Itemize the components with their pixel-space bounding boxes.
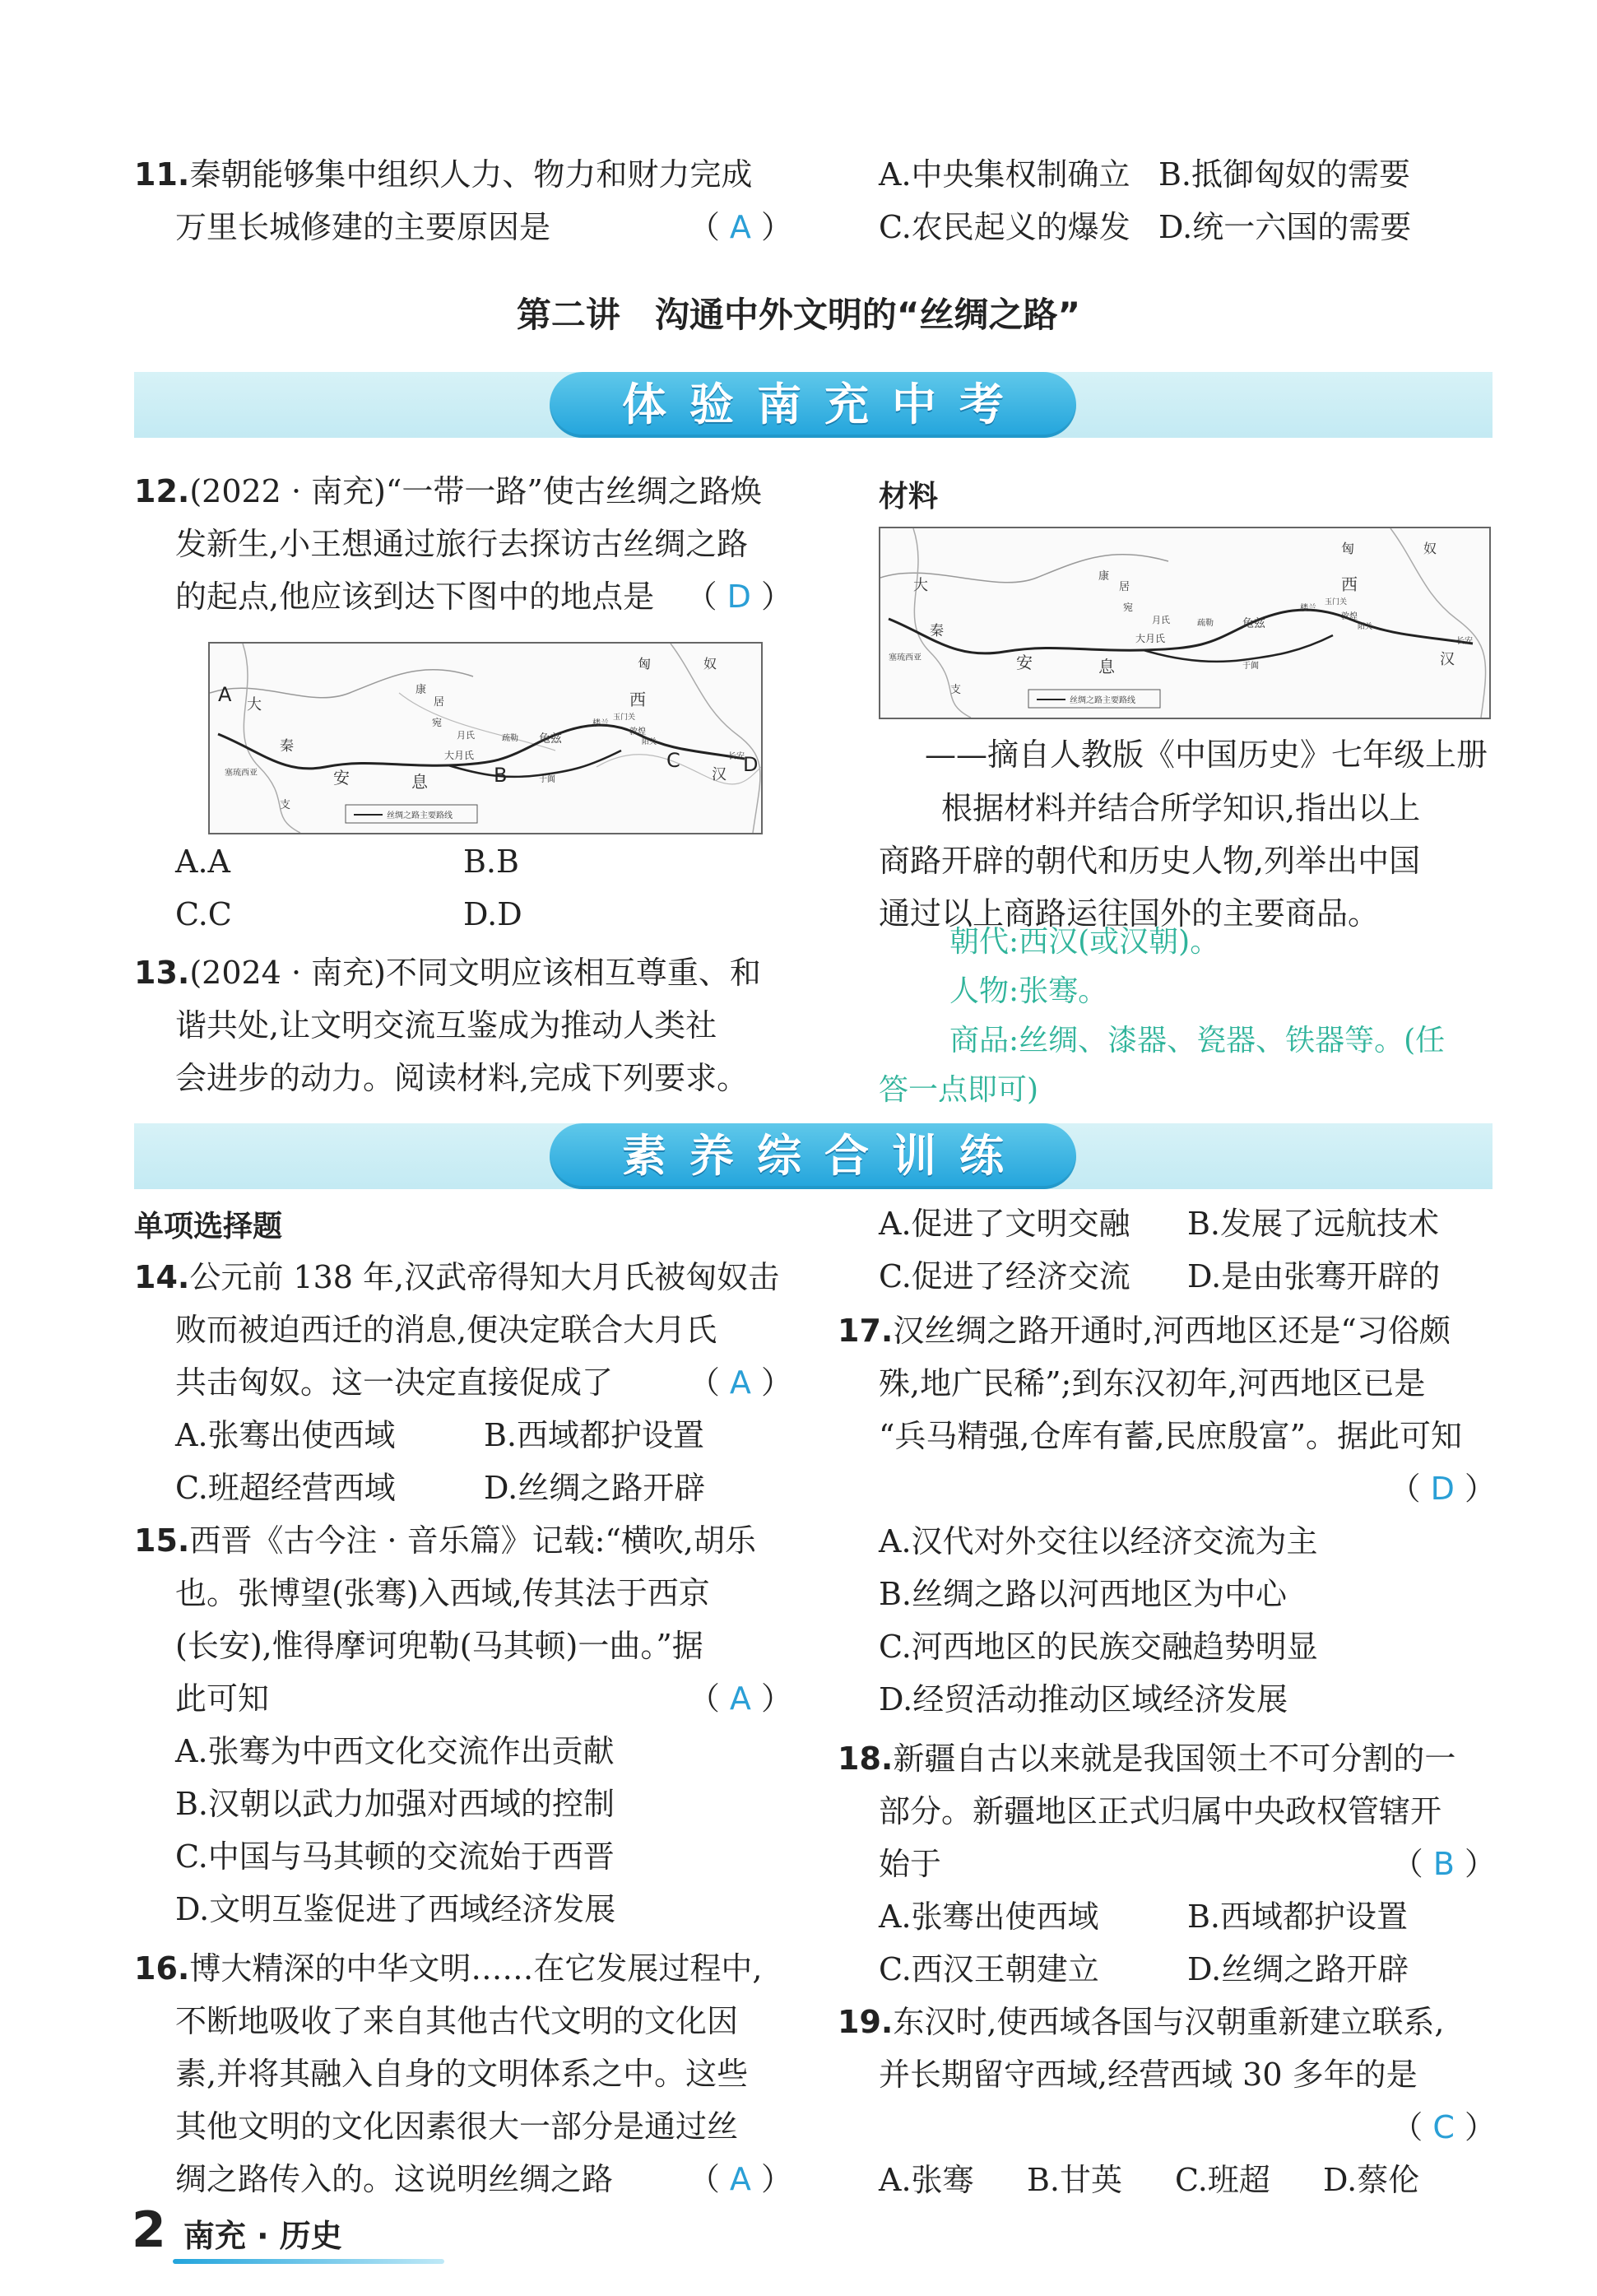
question-18 bbox=[838, 1732, 1496, 1996]
question-12-options bbox=[175, 835, 751, 941]
question-16-options bbox=[879, 1197, 1488, 1303]
question-text-line: 谐共处,让文明交流互鉴成为推动人类社 bbox=[175, 1007, 717, 1043]
question-number: 15. bbox=[134, 1522, 190, 1559]
map-label: 塞琉西亚 bbox=[225, 769, 258, 778]
map-label: 长安 bbox=[728, 752, 745, 761]
map-label: 宛 bbox=[432, 717, 443, 728]
question-13-prompt bbox=[879, 782, 1488, 940]
question-13 bbox=[134, 946, 792, 1104]
map-label: 息 bbox=[411, 772, 428, 792]
question-15 bbox=[134, 1514, 792, 1936]
map-label: 安 bbox=[333, 768, 350, 788]
map-label: 月氏 bbox=[1152, 615, 1170, 625]
answer-line: 朝代:西汉(或汉朝)。 bbox=[949, 925, 1220, 959]
map-label: 宛 bbox=[1123, 602, 1134, 613]
answer-mark: A bbox=[729, 1364, 751, 1401]
question-text-line: 其他文明的文化因素很大一部分是通过丝 bbox=[175, 2108, 739, 2145]
question-11 bbox=[134, 148, 792, 253]
question-text-line: (2024 · 南充)不同文明应该相互尊重、和 bbox=[189, 955, 761, 991]
question-text-line: 的起点,他应该到达下图中的地点是 bbox=[175, 579, 655, 615]
question-text-line: 始于 bbox=[879, 1846, 942, 1882]
map-label: 敦煌 bbox=[1341, 612, 1358, 621]
map-label: 于阗 bbox=[539, 775, 555, 784]
question-text-line: 败而被迫西迁的消息,便决定联合大月氏 bbox=[175, 1312, 717, 1348]
map-label: 塞琉西亚 bbox=[889, 653, 922, 662]
answer-bracket: （ D ） bbox=[1389, 1471, 1496, 1507]
question-text-line: 发新生,小王想通过旅行去探访古丝绸之路 bbox=[175, 526, 749, 562]
option-d: D.丝绸之路开辟 bbox=[484, 1470, 706, 1506]
option-c: C.促进了经济交流 bbox=[879, 1258, 1130, 1294]
question-text-line: 汉丝绸之路开通时,河西地区还是“习俗颇 bbox=[893, 1313, 1451, 1349]
option-a: A.汉代对外交往以经济交流为主 bbox=[879, 1523, 1318, 1559]
question-number: 11. bbox=[134, 156, 190, 193]
map-label: 玉门关 bbox=[1325, 598, 1348, 607]
option-d: D.统一六国的需要 bbox=[1158, 209, 1412, 245]
prompt-line: 根据材料并结合所学知识,指出以上 bbox=[941, 790, 1421, 826]
question-number: 13. bbox=[134, 955, 190, 991]
question-text-line: “兵马精强,仓库有蓄,民庶殷富”。据此可知 bbox=[879, 1418, 1463, 1454]
section-title: 第二讲 沟通中外文明的“丝绸之路” bbox=[516, 295, 1081, 335]
answer-bracket: （ A ） bbox=[688, 2161, 792, 2197]
map-label: 龟兹 bbox=[539, 732, 562, 746]
silk-road-map-q13 bbox=[879, 527, 1491, 719]
question-text-line: 共击匈奴。这一决定直接促成了 bbox=[175, 1364, 614, 1401]
footer-underline bbox=[173, 2259, 444, 2264]
answer-mark: A bbox=[729, 2161, 751, 2197]
silk-road-map-q12 bbox=[208, 642, 763, 834]
question-text-line: 博大精深的中华文明……在它发展过程中, bbox=[189, 1950, 763, 1987]
map-label: 楼兰 bbox=[1300, 604, 1316, 613]
map-label: 大月氏 bbox=[444, 750, 475, 761]
option-b: B.西域都护设置 bbox=[1187, 1899, 1409, 1935]
map-label: 奴 bbox=[1423, 541, 1437, 556]
question-text-line: 并长期留守西域,经营西域 30 多年的是 bbox=[879, 2057, 1418, 2093]
map-label: 秦 bbox=[280, 738, 294, 755]
question-text-line: (2022 · 南充)“一带一路”使古丝绸之路焕 bbox=[189, 473, 762, 509]
answer-bracket: （ C ） bbox=[1391, 2109, 1496, 2145]
map-drawing bbox=[210, 644, 761, 833]
option-d: D.经贸活动推动区域经济发展 bbox=[879, 1681, 1288, 1717]
map-label: 居 bbox=[1119, 581, 1130, 593]
map-label: 西 bbox=[1341, 574, 1358, 594]
option-a: A.A bbox=[175, 844, 230, 880]
map-label: 阳关 bbox=[642, 738, 657, 746]
map-label: 疏勒 bbox=[502, 734, 518, 743]
question-text-line: 绸之路传入的。这说明丝绸之路 bbox=[175, 2161, 614, 2197]
map-label: 楼兰 bbox=[592, 719, 609, 728]
option-b: B.西域都护设置 bbox=[484, 1417, 705, 1453]
option-a: A.张骞出使西域 bbox=[879, 1899, 1099, 1935]
question-number: 18. bbox=[838, 1741, 894, 1777]
question-number: 17. bbox=[838, 1313, 894, 1349]
option-a: A.促进了文明交融 bbox=[879, 1206, 1130, 1242]
point-d: D bbox=[743, 753, 759, 776]
answer-mark: D bbox=[1430, 1471, 1455, 1507]
banner-title: 体验南充中考 bbox=[550, 372, 1076, 438]
option-b: B.甘英 bbox=[1027, 2162, 1123, 2198]
question-number: 12. bbox=[134, 473, 190, 509]
map-legend: 丝绸之路主要路线 bbox=[387, 811, 453, 820]
prompt-line: 通过以上商路运往国外的主要商品。 bbox=[879, 895, 1380, 932]
option-a: A.张骞出使西域 bbox=[175, 1417, 396, 1453]
question-text-line: 新疆自古以来就是我国领土不可分割的一 bbox=[893, 1741, 1456, 1777]
map-label: 西 bbox=[629, 690, 646, 709]
question-number: 14. bbox=[134, 1259, 190, 1295]
prompt-line: 商路开辟的朝代和历史人物,列举出中国 bbox=[879, 843, 1421, 879]
option-a: A.中央集权制确立 bbox=[879, 156, 1130, 193]
option-c: C.班超 bbox=[1175, 2162, 1270, 2198]
map-drawing bbox=[880, 528, 1489, 718]
answer-bracket: （ A ） bbox=[688, 209, 792, 245]
answer-mark: A bbox=[729, 209, 751, 245]
question-text-line: 部分。新疆地区正式归属中央政权管辖开 bbox=[879, 1793, 1442, 1829]
map-label: 居 bbox=[434, 696, 445, 709]
point-b: B bbox=[494, 764, 508, 787]
option-c: C.C bbox=[175, 896, 232, 932]
option-c: C.农民起义的爆发 bbox=[879, 209, 1130, 245]
option-c: C.班超经营西域 bbox=[175, 1470, 396, 1506]
map-label: 玉门关 bbox=[613, 713, 636, 722]
question-text-line: 此可知 bbox=[175, 1680, 270, 1717]
map-legend: 丝绸之路主要路线 bbox=[1070, 696, 1135, 705]
option-c: C.中国与马其顿的交流始于西晋 bbox=[175, 1838, 615, 1875]
map-label: 匈 bbox=[638, 656, 652, 672]
question-text-line: 万里长城修建的主要原因是 bbox=[175, 209, 551, 245]
answer-line: 答一点即可) bbox=[879, 1073, 1039, 1107]
question-text-line: 东汉时,使西域各国与汉朝重新建立联系, bbox=[893, 2004, 1445, 2040]
answer-mark: D bbox=[727, 579, 751, 615]
map-label: 汉 bbox=[1440, 651, 1455, 668]
map-label: 秦 bbox=[930, 623, 944, 639]
map-label: 匈 bbox=[1341, 541, 1355, 556]
banner-exam bbox=[134, 372, 1493, 438]
point-c: C bbox=[666, 749, 680, 772]
map-label: 息 bbox=[1098, 657, 1115, 676]
option-d: D.D bbox=[463, 896, 522, 932]
answer-mark: A bbox=[729, 1680, 751, 1717]
banner-training bbox=[134, 1123, 1493, 1189]
map-label: 康 bbox=[1098, 570, 1110, 583]
option-b: B.汉朝以武力加强对西域的控制 bbox=[175, 1786, 615, 1822]
single-choice-label: 单项选择题 bbox=[134, 1210, 283, 1243]
question-text-line: 会进步的动力。阅读材料,完成下列要求。 bbox=[175, 1060, 749, 1096]
question-text-line: 秦朝能够集中组织人力、物力和财力完成 bbox=[189, 156, 753, 193]
answer-mark: B bbox=[1432, 1846, 1455, 1882]
point-a: A bbox=[218, 683, 232, 706]
map-label: 大月氏 bbox=[1135, 633, 1166, 644]
question-14 bbox=[134, 1251, 792, 1514]
question-16 bbox=[134, 1942, 792, 2205]
question-13-answer bbox=[879, 918, 1488, 1115]
answer-bracket: （ A ） bbox=[688, 1364, 792, 1401]
map-label: 月氏 bbox=[457, 730, 475, 741]
question-text-line: 公元前 138 年,汉武帝得知大月氏被匈奴击 bbox=[189, 1259, 780, 1295]
option-c: C.西汉王朝建立 bbox=[879, 1951, 1099, 1987]
question-12 bbox=[134, 465, 792, 623]
option-b: B.丝绸之路以河西地区为中心 bbox=[879, 1576, 1288, 1612]
map-label: 支 bbox=[950, 684, 962, 696]
question-text-line: 殊,地广民稀”;到东汉初年,河西地区已是 bbox=[879, 1365, 1426, 1401]
map-label: 长安 bbox=[1456, 637, 1473, 646]
map-label: 康 bbox=[415, 684, 427, 696]
question-text-line: 素,并将其融入自身的文明体系之中。这些 bbox=[175, 2056, 749, 2092]
option-a: A.张骞 bbox=[879, 2162, 974, 2198]
map-label: 支 bbox=[280, 799, 291, 811]
option-c: C.河西地区的民族交融趋势明显 bbox=[879, 1629, 1318, 1665]
footer-label: 南充 · 历史 bbox=[183, 2218, 342, 2254]
option-d: D.丝绸之路开辟 bbox=[1187, 1951, 1409, 1987]
option-a: A.张骞为中西文化交流作出贡献 bbox=[175, 1733, 615, 1769]
map-label: 于阗 bbox=[1242, 662, 1259, 671]
map-label: 奴 bbox=[703, 656, 717, 672]
option-b: B.B bbox=[463, 844, 519, 880]
map-label: 阳关 bbox=[1358, 623, 1373, 631]
answer-mark: C bbox=[1432, 2109, 1455, 2145]
option-b: B.发展了远航技术 bbox=[1187, 1206, 1440, 1242]
map-label: 大 bbox=[913, 577, 928, 594]
question-number: 16. bbox=[134, 1950, 190, 1987]
page-number: 2 bbox=[132, 2201, 166, 2259]
question-text-line: 西晋《古今注 · 音乐篇》记载:“横吹,胡乐 bbox=[189, 1522, 756, 1559]
answer-bracket: （ D ） bbox=[685, 579, 792, 615]
material-source: ——摘自人教版《中国历史》七年级上册 bbox=[924, 737, 1488, 773]
option-d: D.文明互鉴促进了西域经济发展 bbox=[175, 1891, 616, 1927]
answer-line: 人物:张骞。 bbox=[949, 974, 1108, 1008]
question-number: 19. bbox=[838, 2004, 894, 2040]
question-text-line: 不断地吸收了来自其他古代文明的文化因 bbox=[175, 2003, 739, 2039]
banner-title: 素养综合训练 bbox=[550, 1123, 1076, 1189]
answer-bracket: （ B ） bbox=[1391, 1846, 1496, 1882]
map-label: 安 bbox=[1016, 653, 1033, 672]
question-text-line: (长安),惟得摩诃兜勒(马其顿)一曲。”据 bbox=[175, 1628, 703, 1664]
option-b: B.抵御匈奴的需要 bbox=[1158, 156, 1411, 193]
question-17 bbox=[838, 1304, 1496, 1726]
question-text-line: 也。张博望(张骞)入西域,传其法于西京 bbox=[175, 1575, 710, 1611]
map-label: 汉 bbox=[712, 766, 727, 783]
map-label: 大 bbox=[247, 696, 262, 713]
question-11-options bbox=[879, 148, 1504, 253]
material-label: 材料 bbox=[879, 480, 939, 514]
map-label: 龟兹 bbox=[1242, 617, 1265, 630]
answer-bracket: （ A ） bbox=[688, 1680, 792, 1717]
question-19 bbox=[838, 1996, 1496, 2206]
answer-line: 商品:丝绸、漆器、瓷器、铁器等。(任 bbox=[949, 1024, 1446, 1057]
page-footer bbox=[132, 2201, 342, 2267]
option-d: D.蔡伦 bbox=[1323, 2162, 1420, 2198]
option-d: D.是由张骞开辟的 bbox=[1187, 1258, 1441, 1294]
map-label: 敦煌 bbox=[629, 727, 646, 737]
map-label: 疏勒 bbox=[1197, 619, 1214, 628]
